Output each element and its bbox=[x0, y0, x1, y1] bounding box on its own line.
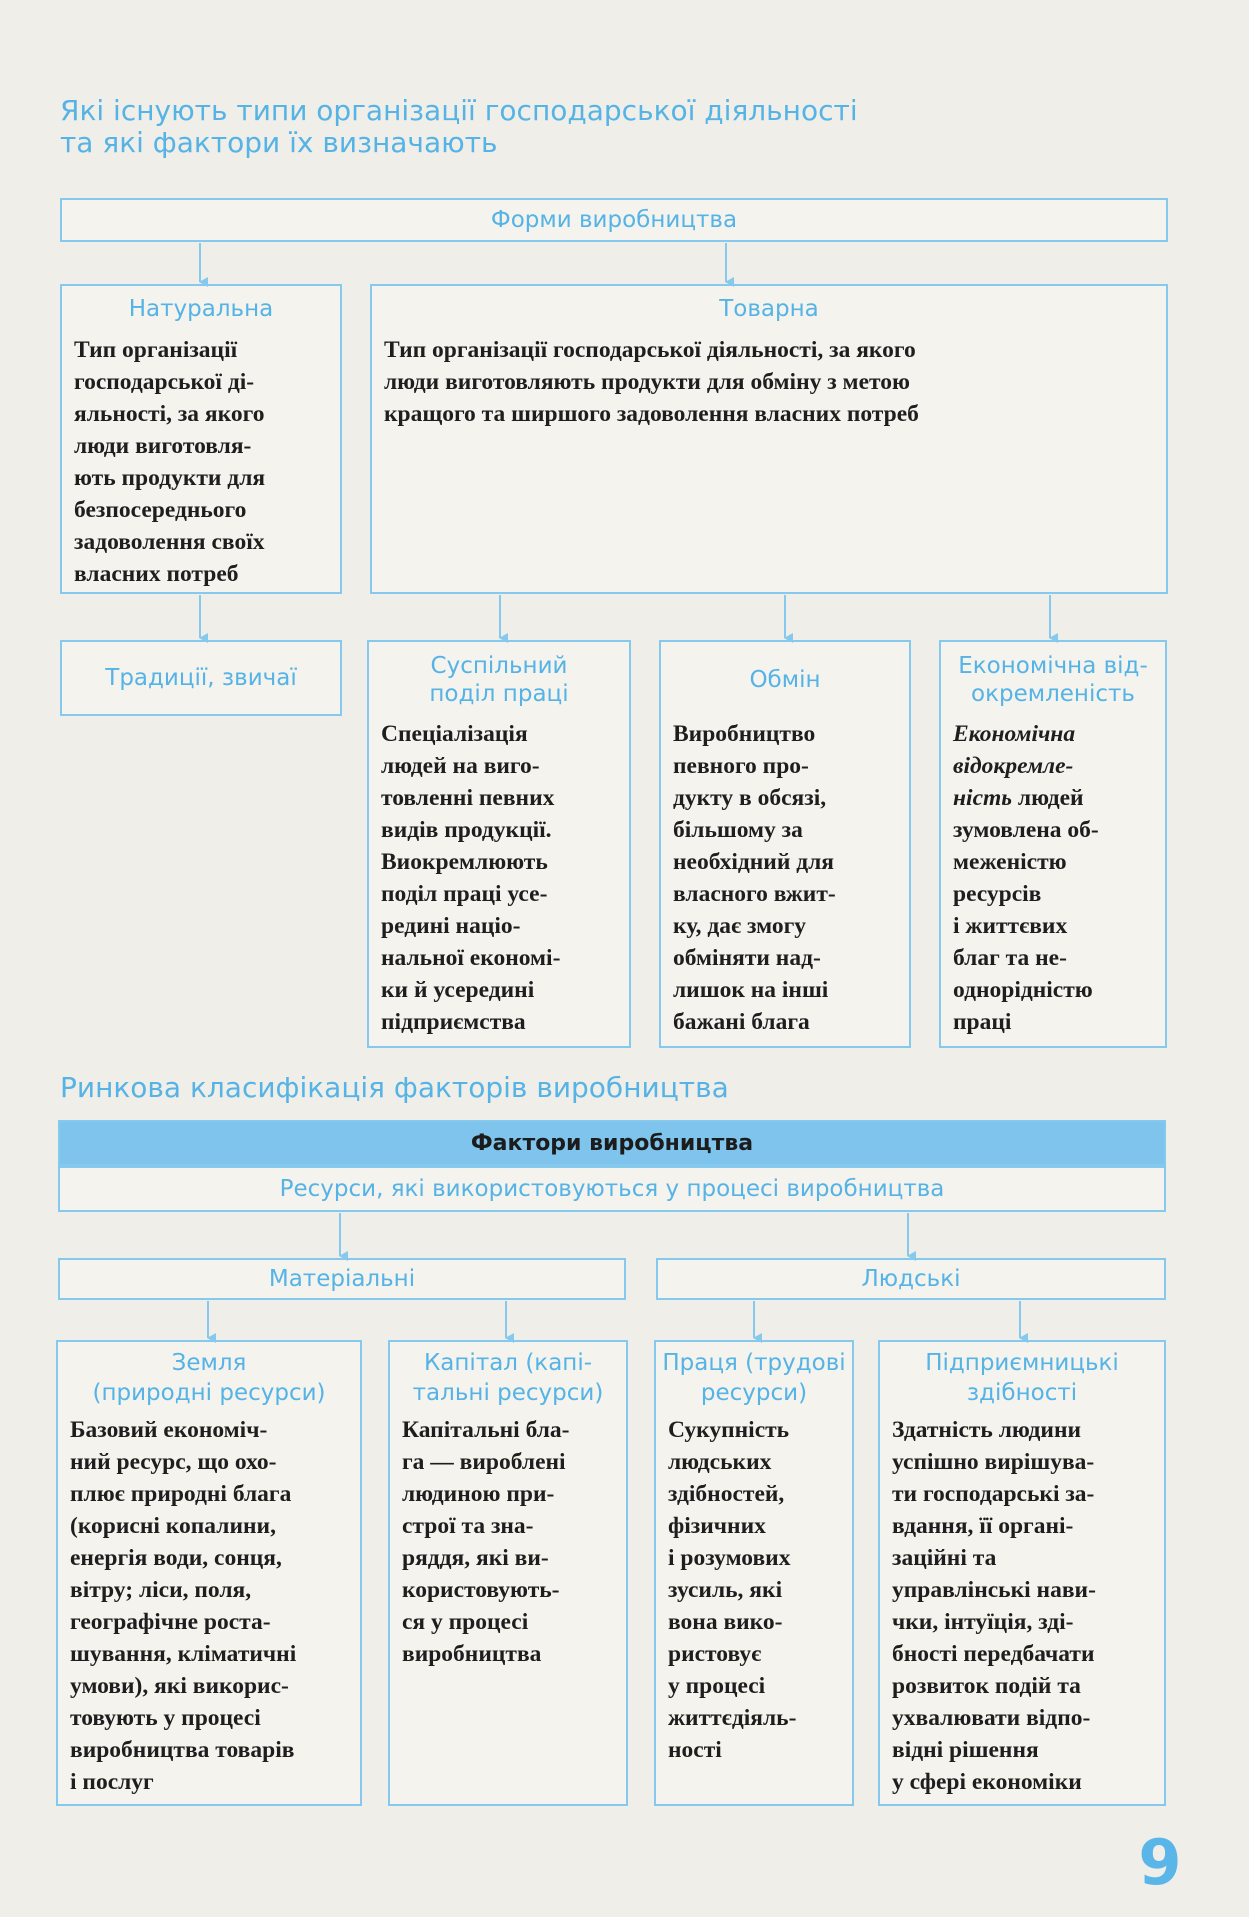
text-line: строї та зна- bbox=[402, 1513, 534, 1539]
text-line: ся у процесі bbox=[402, 1609, 529, 1635]
text-line: вона вико- bbox=[668, 1609, 783, 1635]
text-line: благ та не- bbox=[953, 945, 1067, 971]
text-line: управлінські нави- bbox=[892, 1577, 1096, 1603]
label-line: окремленість bbox=[971, 681, 1135, 707]
section1-title-line2: та які фактори їх визначають bbox=[60, 126, 498, 159]
text-line: відні рішення bbox=[892, 1737, 1039, 1763]
text-line: кращого та ширшого задоволення власних потреб bbox=[384, 401, 919, 427]
text-line: нальної економі- bbox=[381, 945, 561, 971]
label-line: (природні ресурси) bbox=[92, 1380, 326, 1406]
label-line: поділ праці bbox=[429, 681, 569, 707]
text-line: власного вжит- bbox=[673, 881, 836, 907]
text-line: Виокремлюють bbox=[381, 849, 548, 875]
text-line: господарської ді- bbox=[74, 369, 255, 395]
text-line: товують у процесі bbox=[70, 1705, 261, 1731]
text-line: необхідний для bbox=[673, 849, 835, 875]
text-line: обміняти над- bbox=[673, 945, 821, 971]
text-line: меженістю bbox=[953, 849, 1067, 875]
text-line: товленні певних bbox=[381, 785, 555, 811]
page-number: 9 bbox=[1138, 1826, 1182, 1899]
text-line: га — вироблені bbox=[402, 1449, 566, 1475]
text-line: Тип організації bbox=[74, 337, 238, 363]
text-line: ресурсів bbox=[953, 881, 1042, 907]
text-line: певного про- bbox=[673, 753, 809, 779]
factors-of-production-label: Фактори виробництва bbox=[470, 1130, 754, 1156]
traditions-label: Традиції, звичаї bbox=[105, 665, 297, 691]
text-line: успішно вирішува- bbox=[892, 1449, 1095, 1475]
commodity-economy-label: Товарна bbox=[719, 296, 819, 322]
text-line: бажані блага bbox=[673, 1009, 810, 1035]
label-line: тальні ресурси) bbox=[412, 1380, 604, 1406]
section2-title: Ринкова класифікація факторів виробництва bbox=[60, 1071, 729, 1104]
text-line: люди виготовля- bbox=[74, 433, 252, 459]
italic-term: відокремле- bbox=[953, 753, 1074, 779]
text-line: людиною при- bbox=[402, 1481, 555, 1507]
text-line: власних потреб bbox=[74, 561, 239, 587]
text-line: яльності, за якого bbox=[74, 401, 265, 427]
text-line: ти господарські за- bbox=[892, 1481, 1095, 1507]
text-line: людей на виго- bbox=[381, 753, 540, 779]
text-line: людських bbox=[668, 1449, 772, 1475]
text-line: і життєвих bbox=[953, 913, 1068, 939]
text-line: виробництва bbox=[402, 1641, 542, 1667]
italic-term: Економічна bbox=[953, 721, 1076, 747]
text-line: Здатність людини bbox=[892, 1417, 1082, 1443]
text-line: Базовий економіч- bbox=[70, 1417, 268, 1443]
text-line: більшому за bbox=[673, 817, 803, 843]
text-line: чки, інтуїція, зді- bbox=[892, 1609, 1074, 1635]
italic-term: ність bbox=[953, 785, 1013, 811]
text-line: безпосереднього bbox=[74, 497, 247, 523]
text-line: ристовує bbox=[668, 1641, 762, 1667]
text-line: задоволення своїх bbox=[74, 529, 265, 555]
text-line: зумовлена об- bbox=[953, 817, 1099, 843]
exchange-label: Обмін bbox=[749, 667, 821, 693]
text-line: географічне роста- bbox=[70, 1609, 271, 1635]
text-line: ухвалювати відпо- bbox=[892, 1705, 1091, 1731]
section1-title-line1: Які існують типи організації господарської діяльності bbox=[60, 94, 858, 127]
text-line: і послуг bbox=[70, 1769, 154, 1795]
text-line: (корисні копалини, bbox=[70, 1513, 276, 1539]
label-line: Земля bbox=[171, 1350, 247, 1376]
text-line: зусиль, які bbox=[668, 1577, 783, 1603]
label-line: Суспільний bbox=[430, 653, 568, 679]
text-line: ки й усередині bbox=[381, 977, 535, 1003]
resources-label: Ресурси, які використовуються у процесі виробництва bbox=[279, 1176, 945, 1202]
text-line: користовують- bbox=[402, 1577, 560, 1603]
text-line: праці bbox=[953, 1009, 1012, 1035]
text-line: шування, кліматичні bbox=[70, 1641, 297, 1667]
text-fragment: людей bbox=[1012, 785, 1084, 811]
text-line: життєдіяль- bbox=[668, 1705, 797, 1731]
text-line: бності передбачати bbox=[892, 1641, 1095, 1667]
text-line: лишок на інші bbox=[673, 977, 829, 1003]
text-line: підприємства bbox=[381, 1009, 526, 1035]
text-line: ку, дає змогу bbox=[673, 913, 807, 939]
text-line: у сфері економіки bbox=[892, 1769, 1082, 1795]
text-line: вітру; ліси, поля, bbox=[70, 1577, 252, 1603]
text-line: вдання, її органі- bbox=[892, 1513, 1074, 1539]
text-line: люди виготовляють продукти для обміну з метою bbox=[384, 369, 910, 395]
label-line: ресурси) bbox=[700, 1380, 808, 1406]
text-line: енергія води, сонця, bbox=[70, 1545, 282, 1571]
natural-economy-label: Натуральна bbox=[128, 296, 274, 322]
text-line: Спеціалізація bbox=[381, 721, 528, 747]
text-line: ють продукти для bbox=[74, 465, 266, 491]
text-line: здібностей, bbox=[668, 1481, 785, 1507]
label-line: Підприємницькі bbox=[925, 1350, 1119, 1376]
text-line: плює природні блага bbox=[70, 1481, 292, 1507]
forms-of-production-label: Форми виробництва bbox=[490, 207, 738, 233]
text-line: умови), які викорис- bbox=[70, 1673, 289, 1699]
text-line: однорідністю bbox=[953, 977, 1093, 1003]
text-line: заційні та bbox=[892, 1545, 997, 1571]
text-line: ності bbox=[668, 1737, 722, 1763]
text-line: Сукупність bbox=[668, 1417, 790, 1443]
human-resources-label: Людські bbox=[861, 1266, 961, 1292]
text-line: фізичних bbox=[668, 1513, 766, 1539]
label-line: Праця (трудові bbox=[662, 1350, 846, 1376]
text-line: редині націо- bbox=[381, 913, 521, 939]
text-line: ний ресурс, що охо- bbox=[70, 1449, 277, 1475]
material-resources-label: Матеріальні bbox=[268, 1266, 416, 1292]
text-line: ряддя, які ви- bbox=[402, 1545, 549, 1571]
text-line: Капітальні бла- bbox=[402, 1417, 570, 1443]
label-line: Капітал (капі- bbox=[423, 1350, 593, 1376]
text-line: поділ праці усе- bbox=[381, 881, 548, 907]
text-line: видів продукції. bbox=[381, 817, 552, 843]
label-line: здібності bbox=[966, 1380, 1078, 1406]
text-line: розвиток подій та bbox=[892, 1673, 1081, 1699]
text-line: Тип організації господарської діяльності, за якого bbox=[384, 337, 916, 363]
text-line: дукту в обсязі, bbox=[673, 785, 827, 811]
text-line: і розумових bbox=[668, 1545, 791, 1571]
text-line: виробництва товарів bbox=[70, 1737, 295, 1763]
text-line: Виробництво bbox=[673, 721, 816, 747]
text-line: у процесі bbox=[668, 1673, 766, 1699]
label-line: Економічна від- bbox=[958, 653, 1148, 679]
